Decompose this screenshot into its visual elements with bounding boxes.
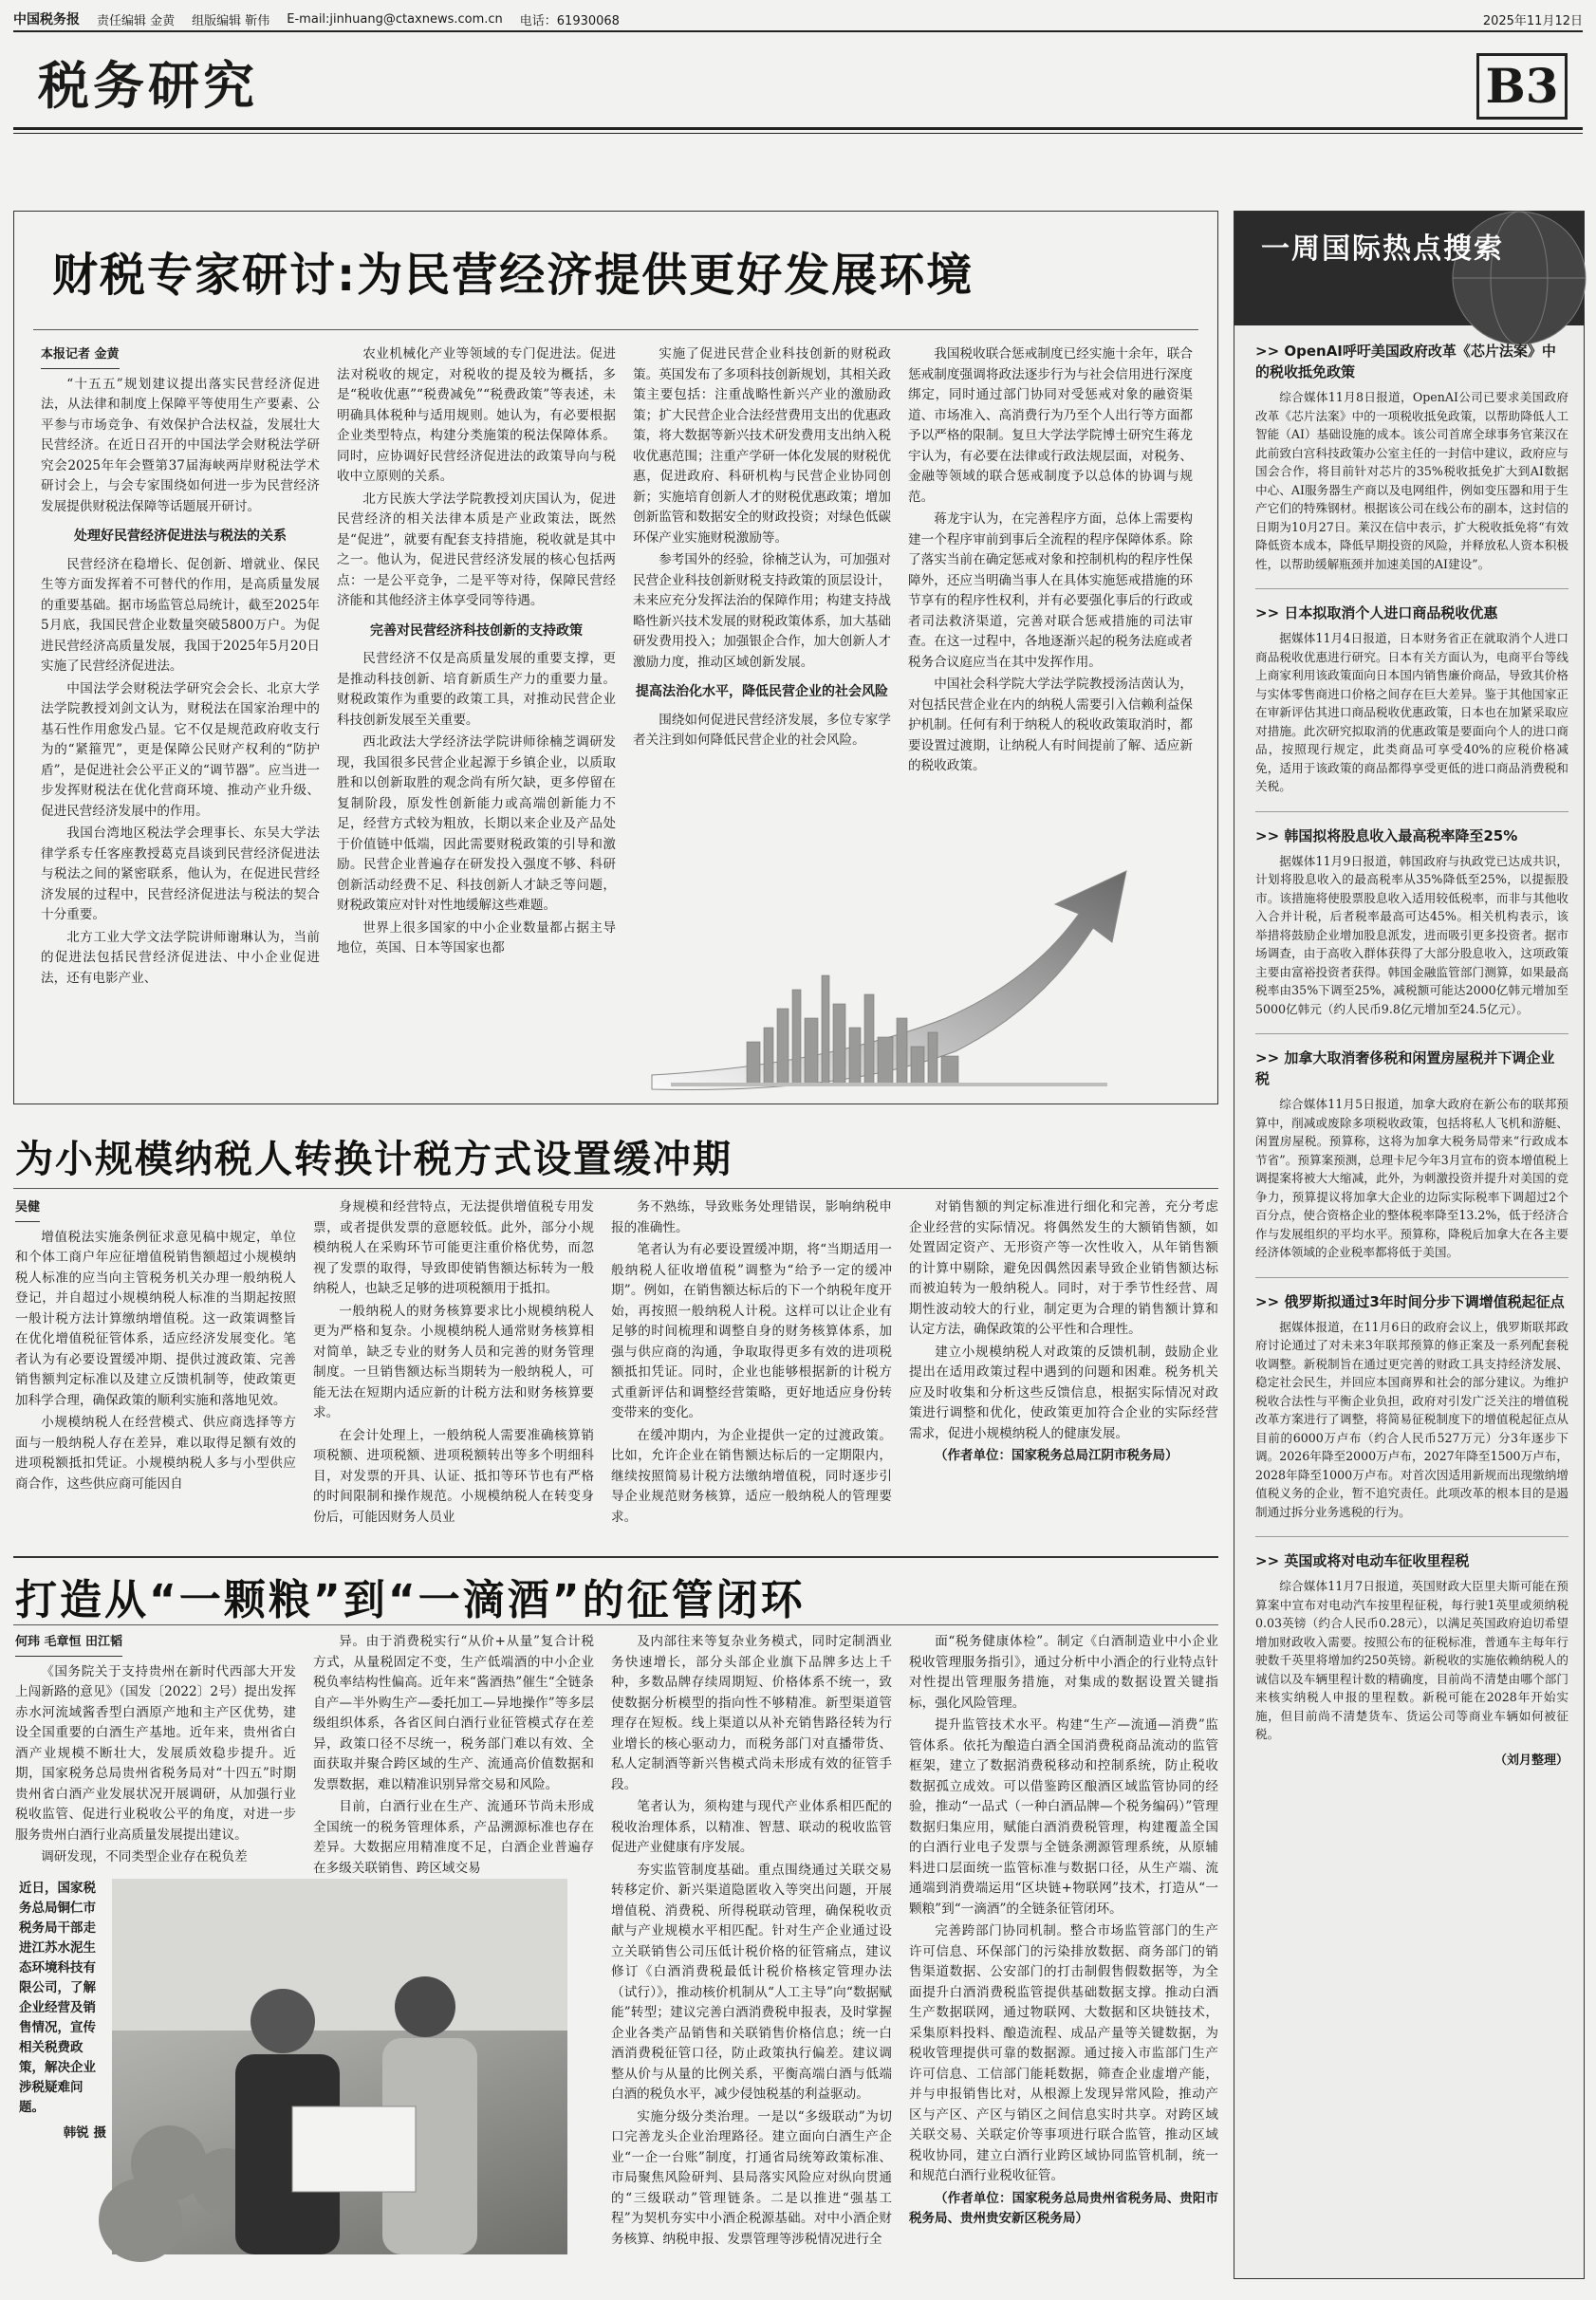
subheading: 处理好民营经济促进法与税法的关系 xyxy=(74,529,287,544)
sidebar-item-body: 综合媒体11月8日报道，OpenAI公司已要求美国政府改革《芯片法案》中的一项税收抵免政策，以帮助降低人工智能（AI）基础设施的成本。该公司首席全球事务官莱汉在此前致白宫科技政策办公室主任的一封信中建议，政府应与国会合作，将目前针对芯片的35%税收抵免扩大到AI数据中心、AI服务器生产商以及电网组件，例如变压器和用于生产它们的特殊钢材。根据该公司在线公布的副本，这封信的日期为10月27日。莱汉在信中表示，扩大税收抵免将“有效降低资本成本，降低早期投资的风险，并释放私人资本积极性，以帮助缓解瓶颈并加速美国的AI建设”。 xyxy=(1255,390,1568,571)
article1-byline: 本报记者 金黄 xyxy=(41,344,120,369)
sidebar-item xyxy=(1255,341,1568,573)
article1-column-4 xyxy=(908,344,1193,838)
paragraph: 我国税收联合惩戒制度已经实施十余年，联合惩戒制度强调将政法逐步行为与社会信用进行深度绑定，同时通过部门协同对受惩戒对象的融资渠道、市场准入、高消费行为乃至个人出行等方面都予以严格的限制。复旦大学法学院博士研究生蒋龙宇认为，有必要在法律或行政法规层面，对税务、金融等领域的联合惩戒制度予以总体的协调与规范。 xyxy=(908,346,1193,505)
paragraph: 务不熟练，导致账务处理错误，影响纳税申报的准确性。 xyxy=(611,1199,892,1235)
paragraph: 农业机械化产业等领域的专门促进法。促进法对税收的规定，对税收的提及较为概括，多是“税收优惠”“税费减免”“税费政策”等表述，未明确具体税种与适用规则。她认为，有必要根据企业类型特点，构建分类施策的税法保障体系。同时，应协调好民营经济促进法的政策导向与税收中立原则的关系。 xyxy=(337,346,616,484)
sidebar-item-title[interactable]: >> 英国或将对电动车征收里程税 xyxy=(1255,1552,1470,1569)
sidebar-item-body: 据媒体11月9日报道，韩国政府与执政党已达成共识，计划将股息收入的最高税率从35%降低至25%，以提振股市。该措施将使股票股息收入适用较低税率，而非与其他收入合并计税，后者税率最高可达45%。相关机构表示，该举措将鼓励企业增加股息派发，进而吸引更多投资者。据市场调查，由于高收入群体获得了大部分股息收入，这项政策主要由富裕投资者获得。韩国金融监管部门测算，如果最高税率由35%下调至25%，减税额可能达2000亿韩元增加至5000亿韩元（约人民币9.8亿元增加至24.5亿元）。 xyxy=(1255,853,1568,1016)
paragraph: 小规模纳税人在经营模式、供应商选择等方面与一般纳税人存在差异，难以取得足额有效的进项税额抵扣凭证。小规模纳税人多与小型供应商合作，这些供应商可能因自 xyxy=(15,1415,296,1492)
article1-column-1 xyxy=(41,344,320,1094)
sidebar-item xyxy=(1255,1048,1568,1262)
article2-headline: 为小规模纳税人转换计税方式设置缓冲期 xyxy=(15,1138,733,1181)
paragraph: 蒋龙宇认为，在完善程序方面，总体上需要构建一个程序审前到事后全流程的程序保障体系。除了落实当前在确定惩戒对象和控制机构的程序性保障外，还应当明确当事人在具体实施惩戒措施的环节享有的程序性权利，并有必要强化事后的行政或者司法救济渠道，完善对联合惩戒措施的司法审查。在这一过程中，各地逐渐兴起的税务法庭或者税务合议庭应当在其中发挥作用。 xyxy=(908,511,1193,670)
paragraph: 目前，白酒行业在生产、流通环节尚未形成全国统一的税务管理体系，产品溯源标准也存在差异。大数据应用精准度不足，白酒企业普遍存在多级关联销售、跨区域交易 xyxy=(313,1799,594,1876)
article3-column-4 xyxy=(909,1632,1218,2287)
article3-byline: 何玮 毛章恒 田江韬 xyxy=(15,1632,122,1657)
paragraph: 面“税务健康体检”。制定《白酒制造业中小企业税收管理服务指引》，通过分析中小酒企的行业特点针对性提出管理服务措施，对集成的数据设置关键指标，强化风险管理。 xyxy=(909,1634,1218,1711)
paragraph: 调研发现，不同类型企业存在税负差 xyxy=(41,1849,248,1864)
paragraph: 我国台湾地区税法学会理事长、东吴大学法律学系专任客座教授葛克昌谈到民营经济促进法与税法之间的紧密联系，他认为，在促进民营经济发展的过程中，民营经济促进法与税法的契合十分重要。 xyxy=(41,825,320,922)
paragraph: 民营经济不仅是高质量发展的重要支撑，更是推动科技创新、培育新质生产力的重要力量。财税政策作为重要的政策工具，对推动民营企业科技创新发展至关重要。 xyxy=(337,651,616,728)
article3-column-1 xyxy=(15,1632,296,1864)
article2-column-3 xyxy=(611,1197,892,1550)
paragraph: 中国法学会财税法学研究会会长、北京大学法学院教授刘剑文认为，财税法在国家治理中的基石性作用愈发凸显。它不仅是规范政府收支行为的“紧箍咒”，更是保障公民财产权利的“防护盾”，是促进社会公平正义的“调节器”。应当进一步发挥财税法在优化营商环境、推动产业升级、促进民营经济发展中的作用。 xyxy=(41,680,320,819)
editor: 责任编辑 金黄 xyxy=(97,13,176,28)
paragraph: 北方工业大学文法学院讲师谢琳认为，当前的促进法包括民营经济促进法、中小企业促进法，还有电影产业、 xyxy=(41,929,320,986)
phone: 电话：61930068 xyxy=(519,13,620,28)
sidebar-credit: （刘月整理） xyxy=(1494,1753,1568,1768)
paragraph: 及内部往来等复杂业务模式，同时定制酒业务快速增长，部分头部企业旗下品牌多达上千种，多数品牌存续周期短、价格体系不统一，致使数据分析模型的指向性不够精准。新型渠道管理存在短板。线上渠道以从补充销售路径转为行业增长的核心驱动力，而税务部门对直播带货、私人定制酒等新兴售模式尚未形成有效的征管手段。 xyxy=(611,1634,892,1792)
article2-column-2 xyxy=(313,1197,594,1550)
article3-column-2 xyxy=(313,1632,594,1876)
sidebar-item-title[interactable]: >> 俄罗斯拟通过3年时间分步下调增值税起征点 xyxy=(1255,1292,1565,1310)
issue-date: 2025年11月12日 xyxy=(1482,13,1583,28)
paragraph: 身规模和经营特点，无法提供增值税专用发票，或者提供发票的意愿较低。此外，部分小规模纳税人在采购环节可能更注重价格优势，而忽视了发票的取得，导致即使销售额达标转为一般纳税人，也缺乏足够的进项税额用于抵扣。 xyxy=(313,1199,594,1296)
paragraph: 一般纳税人的财务核算要求比小规模纳税人更为严格和复杂。小规模纳税人通常财务核算相对简单，缺乏专业的财务人员和完善的财务管理制度。一旦销售额达标当期转为一般纳税人，可能无法在短期内适应新的计税方法和财务核算要求。 xyxy=(313,1303,594,1420)
subheading: 完善对民营经济科技创新的支持政策 xyxy=(370,622,583,639)
article1-column-2 xyxy=(337,344,616,1094)
sidebar-international-news xyxy=(1234,211,1585,2279)
email[interactable]: E-mail:jinhuang@ctaxnews.com.cn xyxy=(287,11,503,27)
sidebar-items xyxy=(1255,341,1568,2267)
sidebar-item xyxy=(1255,1550,1568,1744)
sidebar-item xyxy=(1255,1291,1568,1522)
header-rule xyxy=(13,127,1583,130)
article3-author-unit: （作者单位：国家税务总局贵州省税务局、贵阳市税务局、贵州贵安新区税务局） xyxy=(909,2190,1218,2226)
paragraph: 笔者认为有必要设置缓冲期，将“当期适用一般纳税人征收增值税”调整为“给予一定的缓冲期”。例如，在销售额达标后的下一个纳税年度开始，再按照一般纳税人计税。这样可以让企业有足够的时间梳理和调整自身的财务核算体系，加强与供应商的沟通，争取取得更多有效的进项税额抵扣凭证。同时，企业也能够根据新的计税方式重新评估和调整经营策略，更好地适应身份转变带来的变化。 xyxy=(611,1242,892,1420)
sidebar-item-body: 综合媒体11月7日报道，英国财政大臣里夫斯可能在预算案中宣布对电动汽车按里程征税，每行驶1英里或须纳税0.03英镑（约合人民币0.28元），以满足英国政府迫切希望增加财政收入需要。按照公布的征税标准，普通车主每年行驶数千英里将增加约250英镑。新税收的实施依赖纳税人的诚信以及车辆里程计数的精确度，目前尚不清楚由哪个部门来核实纳税人申报的里程数。新税可能在2028年开始实施，但目前尚不清楚货车、货运公司等商业车辆如何被征税。 xyxy=(1255,1579,1568,1741)
sidebar-item xyxy=(1255,825,1568,1019)
paragraph: 夯实监管制度基础。重点围绕通过关联交易转移定价、新兴渠道隐匿收入等突出问题，开展增值税、消费税、所得税联动管理，确保税收贡献与产业规模水平相匹配。针对生产企业通过设立关联销售公司压低计税价格的征管痛点，建议修订《白酒消费税最低计税价格核定管理办法（试行）》，推动核价机制从“人工主导”向“数据赋能”转型；建议完善白酒消费税申报表，及时掌握企业各类产品销售和关联销售价格信息；统一白酒消费税征管口径，防止政策执行偏差。建议调整从价与从量的比例关系，平衡高端白酒与低端白酒的税负水平，减少侵蚀税基的利益驱动。 xyxy=(611,1862,892,2102)
sidebar-item-body: 综合媒体11月5日报道，加拿大政府在新公布的联邦预算中，削减或废除多项税收政策，包括将私人飞机和游艇、闲置房屋税。预算称，这将为加拿大税务局带来“行政成本节省”。预算案预测，总理卡尼今年3月宣布的资本增值税上调提案将被大大缩减，此外，为刺激投资并提升对美国的竞争力，预算提议将加拿大企业的边际实际税率下调超过2个百分点，使合资格企业的整体税率降至13.2%，低于经济合作与发展组织的平均水平。预算称，降税后加拿大在各主要经济体领域的企业税率都将低于美国。 xyxy=(1255,1097,1568,1259)
sidebar-item-title[interactable]: >> 韩国拟将股息收入最高税率降至25% xyxy=(1255,826,1518,844)
section-title: 税务研究 xyxy=(38,55,258,116)
masthead xyxy=(13,8,1583,32)
officers-photo-illustration xyxy=(112,1879,567,2254)
paragraph: 实施分级分类治理。一是以“多级联动”为切口完善龙头企业治理路径。建立面向白酒生产企业“一企一台账”制度，打通省局统筹政策标准、市局聚焦风险研判、县局落实风险应对纵向贯通的“三级联动”管理链条。二是以推进“强基工程”为契机夯实中小酒企税源基础。对中小酒企财务核算、纳税申报、发票管理等涉税情况进行全 xyxy=(611,2108,892,2247)
paragraph: 西北政法大学经济法学院讲师徐楠芝调研发现，我国很多民营企业起源于乡镇企业，以质取胜和以创新取胜的观念尚有所欠缺，更多停留在复制阶段，原发性创新能力或高端创新能力不足，经营方式较为粗放，长期以来企业及产品处于价值链中低端，因此需要财税政策的引导和激励。民营企业普遍存在研发投入强度不够、科研创新活动经费不足、科技创新人才缺乏等问题，财税政策应对针对性地缓解这些难题。 xyxy=(337,734,616,913)
article1-column-3 xyxy=(633,344,891,838)
article1-box xyxy=(13,211,1218,1104)
photo-credit: 韩锐 摄 xyxy=(63,2125,106,2141)
paragraph: 参考国外的经验，徐楠芝认为，可加强对民营企业科技创新财税支持政策的顶层设计，未来应充分发挥法治的保障作用；构建支持战略性新兴技术发展的财税政策体系，加大基础研发费用投入；加强银企合作，加大创新人才激励力度，推动区域创新发展。 xyxy=(633,552,891,670)
sidebar-item-body: 据媒体11月4日报道，日本财务省正在就取消个人进口商品税收优惠进行研究。日本有关方面认为，电商平台等线上商家利用该政策面向日本国内销售廉价商品，导致其价格与实体零售商进口价格之间存在巨大差异。鉴于其他国家正在审新评估其进口商品税收优惠政策，日本也在加紧采取应对措施。此次研究拟取消的优惠政策是要面向个人的进口商品，按照现行规定，此类商品可享受40%的应税价格减免，适用于该政策的商品都得享受更低的进口商品消费税和关税。 xyxy=(1255,631,1568,793)
article1-headline: 财税专家研讨:为民营经济提供更好发展环境 xyxy=(52,249,974,302)
article3-column-3 xyxy=(611,1632,892,2277)
paragraph: 对销售额的判定标准进行细化和完善，充分考虑企业经营的实际情况。将偶然发生的大额销售额，如处置固定资产、无形资产等一次性收入，从年销售额的计算中剔除，避免因偶然因素导致企业销售额达标而被迫转为一般纳税人。同时，对于季节性经营、周期性波动较大的行业，制定更为合理的销售额计算和认定方法，确保政策的公平性和合理性。 xyxy=(909,1199,1218,1337)
sidebar-item-title[interactable]: >> 加拿大取消奢侈税和闲置房屋税并下调企业税 xyxy=(1255,1049,1555,1087)
paragraph: 《国务院关于支持贵州在新时代西部大开发上闯新路的意见》（国发〔2022〕2号）提出发挥赤水河流域酱香型白酒原产地和主产区优势，建设全国重要的白酒生产基地。近年来，贵州省白酒产业规模不断壮大，发展质效稳步提升。近期，国家税务总局贵州省税务局对“十四五”时期贵州省白酒产业发展状况开展调研，从加强行业税收监管、促进行业税收公平的角度，对进一步服务贵州白酒行业高质量发展提出建议。 xyxy=(15,1663,296,1843)
paragraph: 完善跨部门协同机制。整合市场监管部门的生产许可信息、环保部门的污染排放数据、商务部门的销售渠道数据、公安部门的打击制假售假数据等，为全面提升白酒消费税监管提供基础数据支撑。推动白酒生产数据联网，通过物联网、大数据和区块链技术，采集原料投料、酿造流程、成品产量等关键数据，为税收管理提供可靠的数据源。通过接入市监部门生产许可信息、工信部门能耗数据，筛查企业虚增产能，并与申报销售比对，从根源上发现异常风险，推动产区与产区、产区与销区之间信息实时共享。对跨区域关联交易、关联定价等事项进行联合监管，推动区域税收协同，建立白酒行业跨区域协同监管机制，统一和规范白酒行业税收征管。 xyxy=(909,1923,1218,2183)
sidebar-item-title[interactable]: >> 日本拟取消个人进口商品税收优惠 xyxy=(1255,604,1498,621)
paragraph: “十五五”规划建议提出落实民营经济促进法，从法律和制度上保障平等使用生产要素、公平参与市场竞争、有效保护合法权益，发展壮大民营经济。在近日召开的中国法学会财税法学研究会2025年年会暨第37届海峡两岸财税法学术研讨会上，与会专家围绕如何进一步为民营经济发展提供财税法保障等话题展开研讨。 xyxy=(41,376,320,514)
paragraph: 在缓冲期内，为企业提供一定的过渡政策。比如，允许企业在销售额达标后的一定期限内，继续按照简易计税方法缴纳增值税，同时逐步引导企业规范财务核算，适应一般纳税人的管理要求。 xyxy=(611,1427,892,1525)
paragraph: 民营经济在稳增长、促创新、增就业、保民生等方面发挥着不可替代的作用，是高质量发展的重要基础。据市场监管总局统计，截至2025年5月底，我国民营企业数量突破5800万户。为促进民营经济高质量发展，我国于2025年5月20日实施了民营经济促进法。 xyxy=(41,556,320,674)
sidebar-banner xyxy=(1234,212,1584,325)
paragraph: 提升监管技术水平。构建“生产—流通—消费”监管体系。依托为酿造白酒全国消费税商品流动的监管框架，建立了数据消费税移动和控制系统，防止税收数据孤立成效。可以借鉴跨区酿酒区域监管协同的经验，推动“一品式（一种白酒品牌—个税务编码）”管理数据归集应用，赋能白酒消费税管理，构建覆盖全国的白酒行业电子发票与全链条溯源管理系统，从原辅料进口层面统一监管标准与数据口径，从生产端、流通端到消费端运用“区块链+物联网”技术，打造从“一颗粮”到“一滴酒”的全链条征管闭环。 xyxy=(909,1717,1218,1917)
paragraph: 增值税法实施条例征求意见稿中规定，单位和个体工商户年应征增值税销售额超过小规模纳税人标准的应当向主管税务机关办理一般纳税人登记，并自超过小规模纳税人标准的当期起按照一般计税方法计算缴纳增值税。这一政策调整旨在优化增值税征管体系，适应经济发展变化。笔者认为有必要设置缓冲期、提供过渡政策、完善销售额判定标准以及建立反馈机制等，使政策更加科学合理，确保政策的顺利实施和落地见效。 xyxy=(15,1229,296,1408)
paragraph: 实施了促进民营企业科技创新的财税政策。英国发布了多项科技创新规划，其相关政策主要包括：注重战略性新兴产业的激励政策；扩大民营企业合法经营费用支出的优惠政策，将大数据等新兴技术研发费用支出纳入税收优惠范围；注重产学研一体化发展的财税优惠，促进政府、科研机构与民营企业协同创新；实施培育创新人才的财税优惠政策；增加创新监管和数据安全的财政投资；对绿色低碳环保产业实施财税激励等。 xyxy=(633,346,891,546)
subheading: 提高法治化水平，降低民营企业的社会风险 xyxy=(636,684,888,699)
skyline-arrow-illustration xyxy=(633,876,1202,1094)
photo-caption: 近日，国家税务总局铜仁市税务局干部走进江苏水泥生态环境科技有限公司，了解企业经营及销售情况，宣传相关税费政策，解决企业涉税疑难问题。 韩锐 摄 xyxy=(19,1879,106,2143)
paragraph: 笔者认为，须构建与现代产业体系相匹配的税收治理体系，以精准、智慧、联动的税收监管促进产业健康有序发展。 xyxy=(611,1799,892,1855)
paragraph: 在会计处理上，一般纳税人需要准确核算销项税额、进项税额、进项税额转出等多个明细科目，对发票的开具、认证、抵扣等环节也有严格的时间限制和操作规范。小规模纳税人在转变身份后，可能因财务人员业 xyxy=(313,1427,594,1525)
sidebar-item-title[interactable]: >> OpenAI呼吁美国政府改革《芯片法案》中的税收抵免政策 xyxy=(1255,343,1556,380)
article2-author-unit: （作者单位：国家税务总局江阴市税务局） xyxy=(935,1448,1178,1463)
article2-column-1 xyxy=(15,1197,296,1550)
paragraph: 异。由于消费税实行“从价+从量”复合计税方式，从量税固定不变，生产低端酒的中小企业税负率结构性偏高。近年来“酱酒热”催生“全链条自产—半外购生产—委托加工—异地操作”等多层级组织体系，各省区间白酒行业征管模式存在差异，政策口径不尽统一，税务部门难以有效、全面获取并聚合跨区域的生产、流通高价值数据和发票数据，难以精准识别异常交易和风险。 xyxy=(313,1634,594,1792)
article2-column-4 xyxy=(909,1197,1218,1550)
paragraph: 建立小规模纳税人对政策的反馈机制，鼓励企业提出在适用政策过程中遇到的问题和困难。税务机关应及时收集和分析这些反馈信息，根据实际情况对政策进行调整和优化，使政策更加符合企业的实际经营需求，促进小规模纳税人的健康发展。 xyxy=(909,1344,1218,1441)
news-photo xyxy=(112,1879,567,2254)
paper-name: 中国税务报 xyxy=(13,12,80,28)
sidebar-title: 一周国际热点搜索 xyxy=(1261,232,1504,266)
article3-headline: 打造从“一颗粮”到“一滴酒”的征管闭环 xyxy=(15,1576,806,1624)
paragraph: 北方民族大学法学院教授刘庆国认为，促进民营经济的相关法律本质是产业政策法，既然是“促进”，就要有配套支持措施，税收就是其中之一。他认为，促进民营经济发展的核心包括两点：一是公平竞争，二是平等对待，保障民营经济能和其他经济主体享受同等待遇。 xyxy=(337,491,616,608)
paragraph: 围绕如何促进民营经济发展，多位专家学者关注到如何降低民营企业的社会风险。 xyxy=(633,712,891,748)
paragraph: 中国社会科学院大学法学院教授汤洁茵认为，对包括民营企业在内的纳税人需要引入信赖利益保护机制。任何有利于纳税人的税收政策取消时，都要设置过渡期，让纳税人有时间提前了解、适应新的税收政策。 xyxy=(908,677,1193,773)
sidebar-item xyxy=(1255,603,1568,796)
sidebar-item-body: 据媒体报道，在11月6日的政府会议上，俄罗斯联邦政府讨论通过了对未来3年联邦预算的修正案及一系列配套税收调整。新税制旨在通过更完善的财政工具支持经济发展、稳定社会民生，并回应本国商界和社会的部分建议。为维护税收合法性与平衡企业负担，政府对引发广泛关注的增值税改革方案进行了调整，将简易征税制度下的增值税起征点从目前的6000万卢布（约合人民币527万元）分3年逐步下调。2026年降至2000万卢布，2027年降至1500万卢布，2028年降至1000万卢布。对首次因适用新规而出现缴纳增值税义务的企业，暂不追究责任。此项改革的根本目的是遏制通过拆分业务逃税的行为。 xyxy=(1255,1319,1568,1519)
layout-editor: 组版编辑 靳伟 xyxy=(192,13,270,28)
page-number: B3 xyxy=(1476,53,1568,120)
paragraph: 世界上很多国家的中小企业数量都占据主导地位，英国、日本等国家也都 xyxy=(337,919,616,955)
article2-byline: 吴健 xyxy=(15,1197,40,1222)
